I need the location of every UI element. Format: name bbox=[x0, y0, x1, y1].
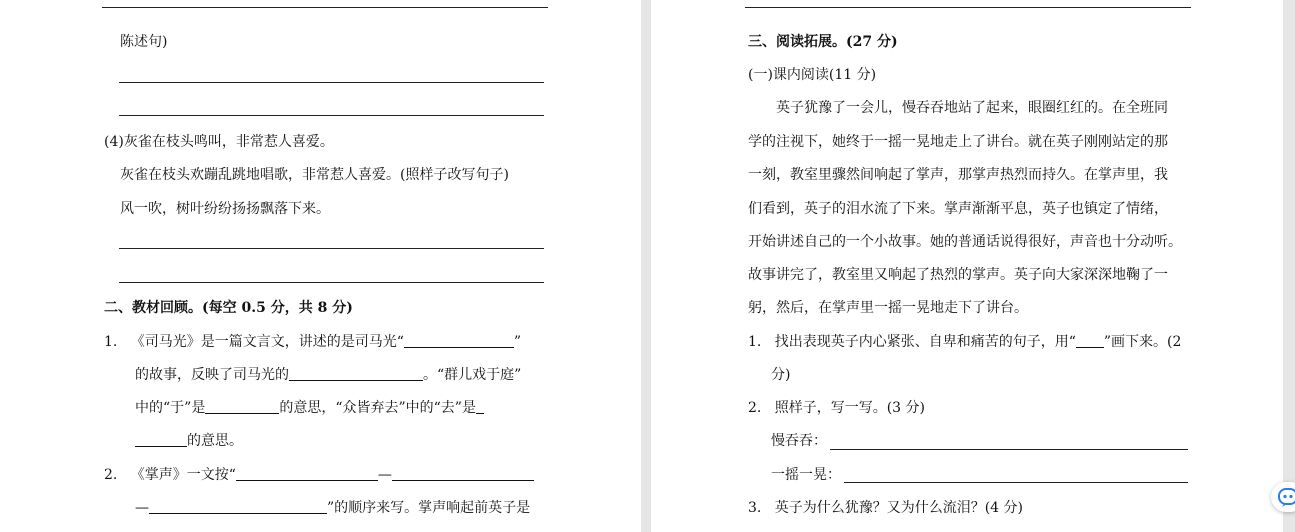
chat-bot-icon bbox=[1277, 486, 1295, 508]
item-text: — bbox=[377, 467, 392, 483]
question-text: 灰雀在枝头鸣叫，非常惹人喜爱。 bbox=[123, 134, 334, 150]
blank[interactable] bbox=[236, 466, 378, 481]
blank[interactable] bbox=[404, 333, 514, 348]
question-text: ”画下来。(2 bbox=[1103, 334, 1182, 350]
passage-line: 故事讲完了，教室里又响起了热烈的掌声。英子向大家深深地鞠了一 bbox=[748, 267, 1168, 283]
question-text: 找出表现英子内心紧张、自卑和痛苦的句子，用“ bbox=[774, 334, 1076, 350]
question-4 bbox=[104, 132, 334, 152]
top-rule bbox=[745, 7, 1191, 8]
blank[interactable] bbox=[476, 399, 484, 414]
item-text: 的意思，“众皆弃去”中的“去”是 bbox=[279, 400, 476, 416]
question-text: 英子为什么犹豫？又为什么流泪？(4 分) bbox=[774, 500, 1023, 516]
question-number: 3. bbox=[748, 500, 762, 516]
blank[interactable] bbox=[289, 366, 423, 381]
passage-line: 英子犹豫了一会儿，慢吞吞地站了起来，眼圈红红的。在全班同 bbox=[776, 100, 1168, 116]
item-1-line-3 bbox=[135, 398, 484, 418]
blank[interactable] bbox=[135, 432, 187, 447]
question-text: 照样子，写一写。(3 分) bbox=[774, 400, 925, 416]
question-number: (4) bbox=[104, 134, 124, 150]
question-1-line-1 bbox=[748, 332, 1181, 352]
passage-line: 一刻，教室里骤然间响起了掌声，那掌声热烈而持久。在掌声里，我 bbox=[748, 167, 1168, 183]
answer-label: 一摇一晃： bbox=[771, 467, 841, 483]
section-heading: 二、教材回顾。(每空 0.5 分，共 8 分) bbox=[104, 300, 353, 316]
subsection-heading: (一)课内阅读(11 分) bbox=[748, 67, 877, 83]
item-text: 《司马光》是一篇文言文，讲述的是司马光“ bbox=[130, 334, 404, 350]
item-1-line-4 bbox=[135, 431, 243, 451]
text-line: 灰雀在枝头欢蹦乱跳地唱歌，非常惹人喜爱。(照样子改写句子) bbox=[120, 167, 509, 183]
answer-line[interactable] bbox=[830, 449, 1188, 450]
item-text: 中的“于”是 bbox=[135, 400, 206, 416]
question-number: 1. bbox=[748, 334, 762, 350]
item-1-line-1 bbox=[104, 332, 521, 352]
text-line: 风一吹，树叶纷纷扬扬飘落下来。 bbox=[120, 201, 330, 217]
blank[interactable] bbox=[205, 399, 279, 414]
answer-line bbox=[119, 248, 544, 249]
item-2-line-2 bbox=[135, 498, 530, 518]
blank[interactable] bbox=[149, 499, 327, 514]
item-text: ”的顺序来写。掌声响起前英子是 bbox=[327, 500, 531, 516]
blank bbox=[1076, 333, 1104, 348]
answer-line bbox=[119, 82, 544, 83]
item-text: 的意思。 bbox=[187, 433, 243, 449]
answer-line[interactable] bbox=[844, 482, 1188, 483]
question-number: 2. bbox=[748, 400, 762, 416]
question-2 bbox=[748, 398, 925, 418]
item-text: 的故事，反映了司马光的 bbox=[135, 367, 289, 383]
answer-label: 慢吞吞： bbox=[771, 433, 827, 449]
text-line: 陈述句) bbox=[120, 34, 168, 50]
item-2-line-1 bbox=[104, 465, 534, 485]
item-1-line-2 bbox=[135, 365, 521, 385]
top-rule bbox=[102, 7, 548, 8]
section-heading: 三、阅读拓展。(27 分) bbox=[748, 34, 898, 50]
item-text: — bbox=[135, 500, 149, 516]
passage-line: 们看到，英子的泪水流了下来。掌声渐渐平息，英子也镇定了情绪， bbox=[748, 201, 1168, 217]
answer-line bbox=[119, 282, 544, 283]
question-3 bbox=[748, 498, 1023, 518]
right-page bbox=[651, 0, 1283, 532]
item-text: 。“群儿戏于庭” bbox=[423, 367, 522, 383]
assistant-button[interactable] bbox=[1271, 482, 1295, 512]
answer-line bbox=[119, 115, 544, 116]
passage-line: 开始讲述自己的一个小故事。她的普通话说得很好，声音也十分动听。 bbox=[748, 234, 1182, 250]
passage-line: 躬，然后，在掌声里一摇一晃地走下了讲台。 bbox=[748, 300, 1028, 316]
left-page bbox=[0, 0, 641, 532]
item-text: ” bbox=[513, 334, 522, 350]
question-1-line-2: 分) bbox=[771, 367, 791, 383]
item-text: 《掌声》一文按“ bbox=[130, 467, 236, 483]
blank[interactable] bbox=[392, 466, 534, 481]
item-number: 2. bbox=[104, 467, 118, 483]
passage-line: 学的注视下，她终于一摇一晃地走上了讲台。就在英子刚刚站定的那 bbox=[748, 134, 1168, 150]
item-number: 1. bbox=[104, 334, 118, 350]
